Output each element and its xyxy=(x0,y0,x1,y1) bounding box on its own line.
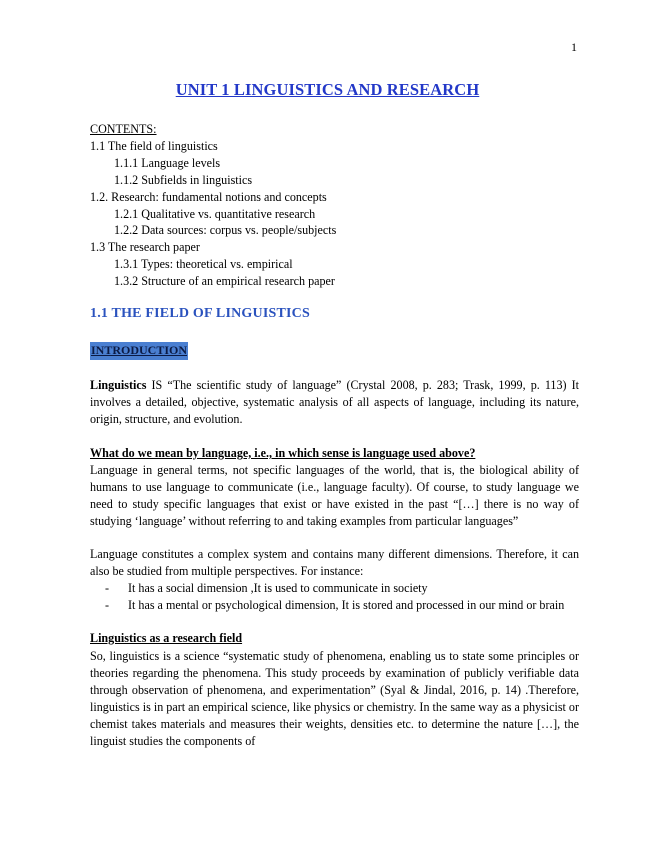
research-field-subheading: Linguistics as a research field xyxy=(90,631,243,645)
section-heading: 1.1 THE FIELD OF LINGUISTICS xyxy=(90,306,310,321)
toc-item: 1.1.2 Subfields in linguistics xyxy=(114,172,253,187)
dash-bullet-icon: - xyxy=(105,581,110,595)
toc-item: 1.1 The field of linguistics xyxy=(90,138,218,153)
language-subheading: What do we mean by language, i.e., in which sense is language used above? xyxy=(90,446,476,460)
toc-item: 1.1.1 Language levels xyxy=(114,155,221,170)
page-number: 1 xyxy=(571,40,577,54)
intro-text: IS “The scientific study of language” (Crystal 2008, p. 283; Trask, 1999, p. 113) It involves a detailed, objective, systematic analysis of all aspects of language, including its nature, origin, structure, and evolution. xyxy=(90,378,579,426)
linguistics-term: Linguistics xyxy=(90,378,147,392)
list-item xyxy=(90,597,579,614)
list-item-text: It has a mental or psychological dimension, It is stored and processed in our mind or brain xyxy=(128,598,565,612)
toc-item: 1.3.1 Types: theoretical vs. empirical xyxy=(114,257,293,272)
dimensions-list xyxy=(90,580,579,614)
dimensions-paragraph: Language constitutes a complex system and contains many different dimensions. Therefore, it can also be studied from multiple perspectives. For instance: xyxy=(90,547,579,578)
contents-heading: CONTENTS: xyxy=(90,122,157,136)
table-of-contents xyxy=(90,121,570,290)
list-item xyxy=(90,580,579,597)
toc-item: 1.3 The research paper xyxy=(90,240,200,255)
list-item-text: It has a social dimension ,It is used to communicate in society xyxy=(128,581,428,595)
document-title: UNIT 1 LINGUISTICS AND RESEARCH xyxy=(175,80,480,99)
intro-paragraph xyxy=(90,377,579,428)
toc-item: 1.3.2 Structure of an empirical research paper xyxy=(114,274,335,289)
introduction-heading: INTRODUCTION xyxy=(90,342,188,360)
language-paragraph: Language in general terms, not specific languages of the world, that is, the biological ability of humans to use language to communicate (i.e., language faculty). Of course, to study language we need to study specific languages that exist or have existed in the past “[…] there is no way of studying ‘language’ without referring to and taking examples from particular languages” xyxy=(90,463,579,528)
toc-item: 1.2.2 Data sources: corpus vs. people/subjects xyxy=(114,223,337,238)
research-field-paragraph: So, linguistics is a science “systematic study of phenomena, enabling us to state some principles or theories regarding the phenomena. This study proceeds by examination of publicly verifiable data through observation of phenomena, and experimentation” (Syal & Jindal, 2016, p. 14) .Therefore, linguistics is in part an empirical science, like physics or chemistry. In the same way as a physicist or chemist takes materials and measures their weights, densities etc. to determine the nature […], the linguist studies the components of xyxy=(90,649,579,748)
toc-item: 1.2.1 Qualitative vs. quantitative research xyxy=(114,206,316,221)
toc-item: 1.2. Research: fundamental notions and concepts xyxy=(90,189,327,204)
dash-bullet-icon: - xyxy=(105,598,110,612)
